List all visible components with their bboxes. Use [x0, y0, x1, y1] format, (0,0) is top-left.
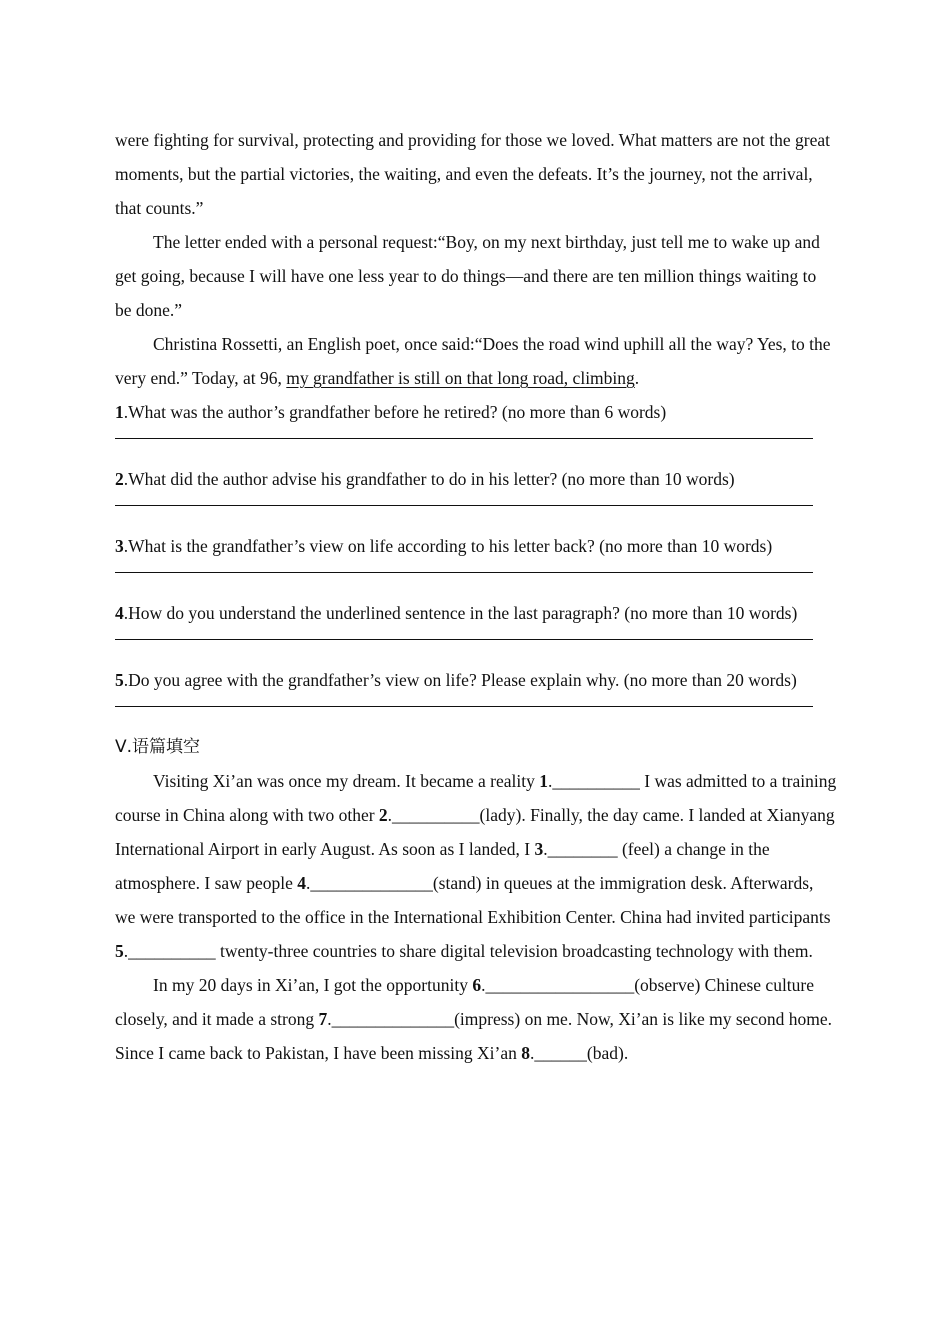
- answer-line-5[interactable]: [115, 706, 813, 707]
- blank-number: 5: [115, 941, 124, 961]
- question-3: [115, 529, 837, 563]
- question-1: [115, 395, 837, 429]
- question-text: .Do you agree with the grandfather’s view on life? Please explain why. (no more than 20 words): [123, 670, 797, 690]
- blank-number: 2: [378, 805, 388, 825]
- cloze-text: .__________ I was admitted to a training course in China along with two other: [115, 771, 837, 825]
- question-5: [115, 663, 837, 697]
- cloze-text: .________ (feel) a change in the atmosphere. I saw people: [115, 839, 770, 893]
- answer-line-1[interactable]: [115, 438, 813, 439]
- document-page: [115, 123, 837, 1070]
- cloze-paragraph-2: [115, 968, 837, 1070]
- cloze-text: ._________________(observe) Chinese culture closely, and it made a strong: [115, 975, 815, 1029]
- question-number: 3: [115, 536, 124, 556]
- cloze-text: .__________(lady). Finally, the day came. I landed at Xianyang International Airport in early August. As soon as I landed, I: [115, 805, 835, 859]
- question-4: [115, 596, 837, 630]
- blank-number: 7: [318, 1009, 328, 1029]
- passage-paragraph-3: [115, 327, 837, 395]
- cloze-text: .______________(stand) in queues at the immigration desk. Afterwards, we were transported to the office in the International Exhibition Center. China had invited participants: [115, 873, 831, 927]
- cloze-paragraph-1: [115, 764, 837, 968]
- cloze-text: .______(bad).: [530, 1043, 629, 1063]
- blank-number: 6: [472, 975, 482, 995]
- passage-text: .: [634, 368, 640, 388]
- passage-paragraph-2: The letter ended with a personal request:“Boy, on my next birthday, just tell me to wake up and get going, because I will have one less year to do things—and there are ten million things waiting to be done.”: [115, 232, 820, 320]
- passage-paragraph-1: were fighting for survival, protecting and providing for those we loved. What matters are not the great moments, but the partial victories, the waiting, and even the defeats. It’s the journey, not the arrival, that counts.”: [115, 130, 831, 218]
- question-text: .How do you understand the underlined sentence in the last paragraph? (no more than 10 words): [123, 603, 798, 623]
- underlined-sentence: my grandfather is still on that long road, climbing: [286, 368, 635, 388]
- blank-number: 3: [534, 839, 544, 859]
- question-text: .What did the author advise his grandfather to do in his letter? (no more than 10 words): [123, 469, 735, 489]
- question-number: 1: [115, 402, 124, 422]
- cloze-text: .______________(impress) on me. Now, Xi’an is like my second home. Since I came back to Pakistan, I have been missing Xi’an: [115, 1009, 833, 1063]
- blank-number: 1: [539, 771, 548, 791]
- question-text: .What was the author’s grandfather before he retired? (no more than 6 words): [123, 402, 667, 422]
- question-2: [115, 462, 837, 496]
- question-text: .What is the grandfather’s view on life according to his letter back? (no more than 10 words): [123, 536, 773, 556]
- cloze-text: .__________ twenty-three countries to share digital television broadcasting technology with them.: [123, 941, 813, 961]
- cloze-text: In my 20 days in Xi’an, I got the opportunity: [153, 975, 473, 995]
- answer-line-4[interactable]: [115, 639, 813, 640]
- question-number: 5: [115, 670, 124, 690]
- question-number: 4: [115, 603, 124, 623]
- passage-text: Christina Rossetti, an English poet, once said:“Does the road wind uphill all the way? Yes, to the very end.” Today, at 96,: [115, 334, 831, 388]
- answer-line-3[interactable]: [115, 572, 813, 573]
- blank-number: 8: [521, 1043, 531, 1063]
- blank-number: 4: [297, 873, 306, 893]
- question-number: 2: [115, 469, 124, 489]
- answer-line-2[interactable]: [115, 505, 813, 506]
- cloze-text: Visiting Xi’an was once my dream. It became a reality: [153, 771, 540, 791]
- section-title: Ⅴ.语篇填空: [115, 737, 201, 757]
